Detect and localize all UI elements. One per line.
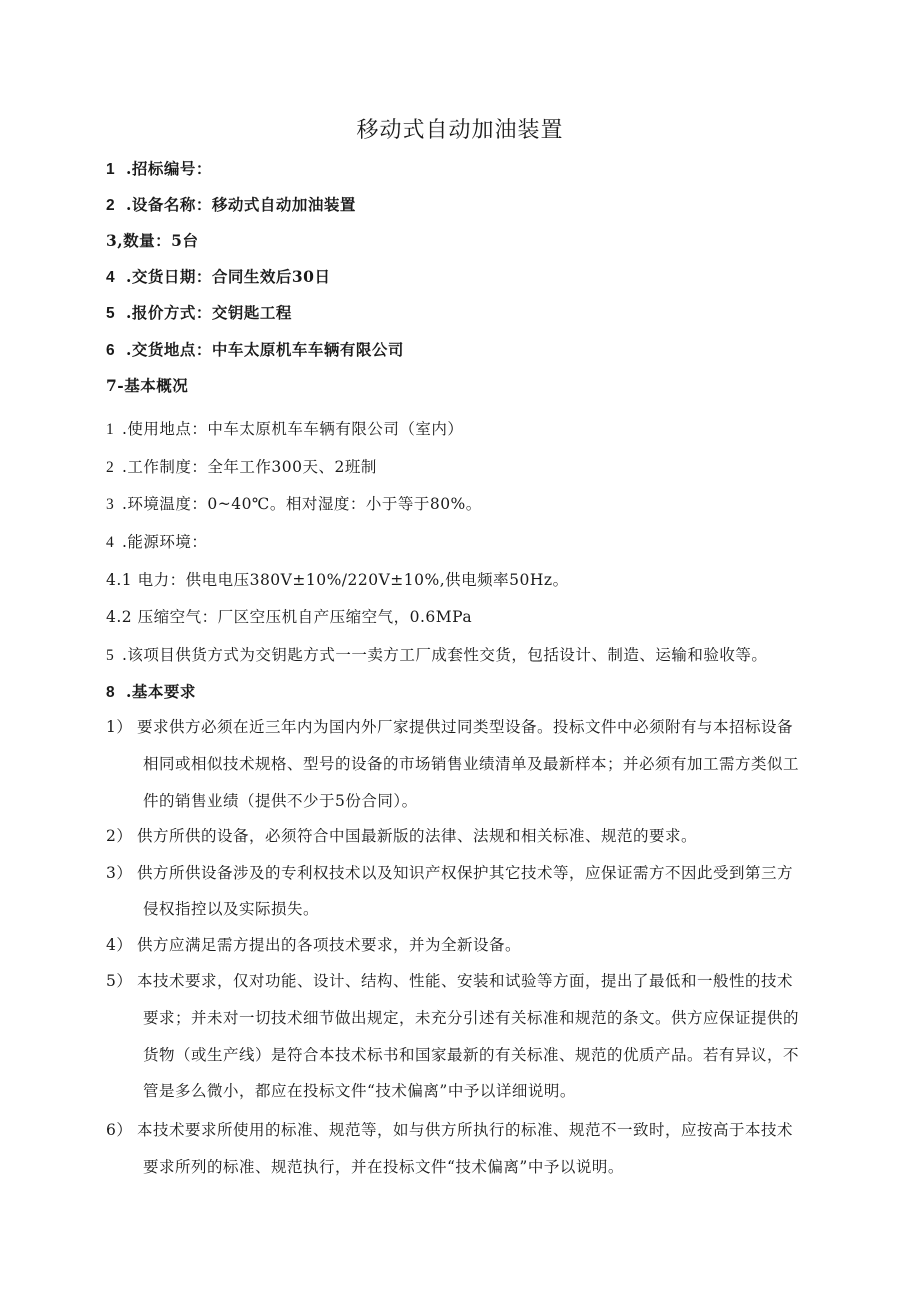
requirement-5-line: 管是多么微小，都应在投标文件“技术偏离”中予以详细说明。 xyxy=(143,1082,576,1100)
item-number: 1 xyxy=(106,421,115,438)
item-number: 4 xyxy=(106,534,115,551)
item-text: .报价方式：交钥匙工程 xyxy=(126,303,292,322)
requirement-2-number: 2） xyxy=(106,827,133,845)
requirement-6-line: 要求所列的标准、规范执行，并在投标文件“技术偏离”中予以说明。 xyxy=(143,1158,624,1176)
requirement-4-number: 4） xyxy=(106,936,133,954)
section7-heading: 7-基本概况 xyxy=(106,376,189,395)
item-delivery-date xyxy=(106,265,330,287)
document-title: 移动式自动加油装置 xyxy=(356,118,564,143)
item-quantity xyxy=(106,229,198,251)
item-text: .使用地点：中车太原机车车辆有限公司（室内） xyxy=(122,420,464,438)
requirement-3-line: 侵权指控以及实际损失。 xyxy=(143,900,320,918)
section7-item-location xyxy=(106,417,463,439)
requirement-6-line: 本技术要求所使用的标准、规范等，如与供方所执行的标准、规范不一致时，应按高于本技术 xyxy=(137,1121,794,1139)
item-equipment-name xyxy=(106,193,356,215)
item-text: 3,数量：5台 xyxy=(106,231,199,250)
section7-item-compressed-air: 4.2 压缩空气：厂区空压机自产压缩空气，0.6MPa xyxy=(106,608,473,626)
requirement-5-line: 要求；并未对一切技术细节做出规定，未充分引述有关标准和规范的条文。供方应保证提供的 xyxy=(143,1009,800,1027)
requirement-1-number: 1） xyxy=(106,718,133,736)
item-text: .该项目供货方式为交钥匙方式一一卖方工厂成套性交货，包括设计、制造、运输和验收等。 xyxy=(122,646,768,664)
item-number: 2 xyxy=(106,459,115,476)
section8-heading xyxy=(106,680,196,702)
item-number: 5 xyxy=(106,305,116,322)
item-text: .能源环境： xyxy=(122,533,208,551)
section7-item-power: 4.1 电力：供电电压380V±10%/220V±10%,供电频率50Hz。 xyxy=(106,571,569,589)
item-number: 4 xyxy=(106,269,116,286)
item-number: 1 xyxy=(106,161,116,178)
item-text: .设备名称：移动式自动加油装置 xyxy=(126,195,356,214)
requirement-5-number: 5） xyxy=(106,972,133,990)
section7-item-work-system xyxy=(106,455,377,477)
requirement-3-line: 供方所供设备涉及的专利权技术以及知识产权保护其它技术等，应保证需方不因此受到第三方 xyxy=(137,864,794,882)
item-number: 2 xyxy=(106,197,116,214)
item-number: 3 xyxy=(106,496,115,513)
requirement-5-line: 货物（或生产线）是符合本技术标书和国家最新的有关标准、规范的优质产品。若有异议，不 xyxy=(143,1046,800,1064)
item-text: .交货地点：中车太原机车车辆有限公司 xyxy=(126,340,404,359)
section7-item-energy xyxy=(106,530,207,552)
item-number: 6 xyxy=(106,342,116,359)
requirement-1-line: 件的销售业绩（提供不少于5份合同）。 xyxy=(143,792,418,810)
requirement-5-line: 本技术要求，仅对功能、设计、结构、性能、安装和试验等方面，提出了最低和一般性的技术 xyxy=(137,972,794,990)
item-bid-number xyxy=(106,157,212,179)
item-number: 8 xyxy=(106,684,116,701)
item-text: .基本要求 xyxy=(126,682,196,701)
item-text: .招标编号： xyxy=(126,159,212,178)
requirement-1-line: 相同或相似技术规格、型号的设备的市场销售业绩清单及最新样本；并必须有加工需方类似工 xyxy=(143,755,800,773)
item-number: 5 xyxy=(106,647,115,664)
section7-item-environment xyxy=(106,492,482,514)
item-text: .环境温度：0~40℃。相对湿度：小于等于80%。 xyxy=(122,495,482,513)
requirement-4-line: 供方应满足需方提出的各项技术要求，并为全新设备。 xyxy=(137,936,522,954)
item-quote-method xyxy=(106,301,292,323)
section7-item-supply-method xyxy=(106,643,767,665)
requirement-1-line: 要求供方必须在近三年内为国内外厂家提供过同类型设备。投标文件中必须附有与本招标设备 xyxy=(137,718,794,736)
requirement-3-number: 3） xyxy=(106,864,133,882)
requirement-6-number: 6） xyxy=(106,1121,133,1139)
requirement-2-line: 供方所供的设备，必须符合中国最新版的法律、法规和相关标准、规范的要求。 xyxy=(137,827,698,845)
item-text: .工作制度：全年工作300天、2班制 xyxy=(122,458,377,476)
item-text: .交货日期：合同生效后30日 xyxy=(126,267,331,286)
item-delivery-location xyxy=(106,338,404,360)
